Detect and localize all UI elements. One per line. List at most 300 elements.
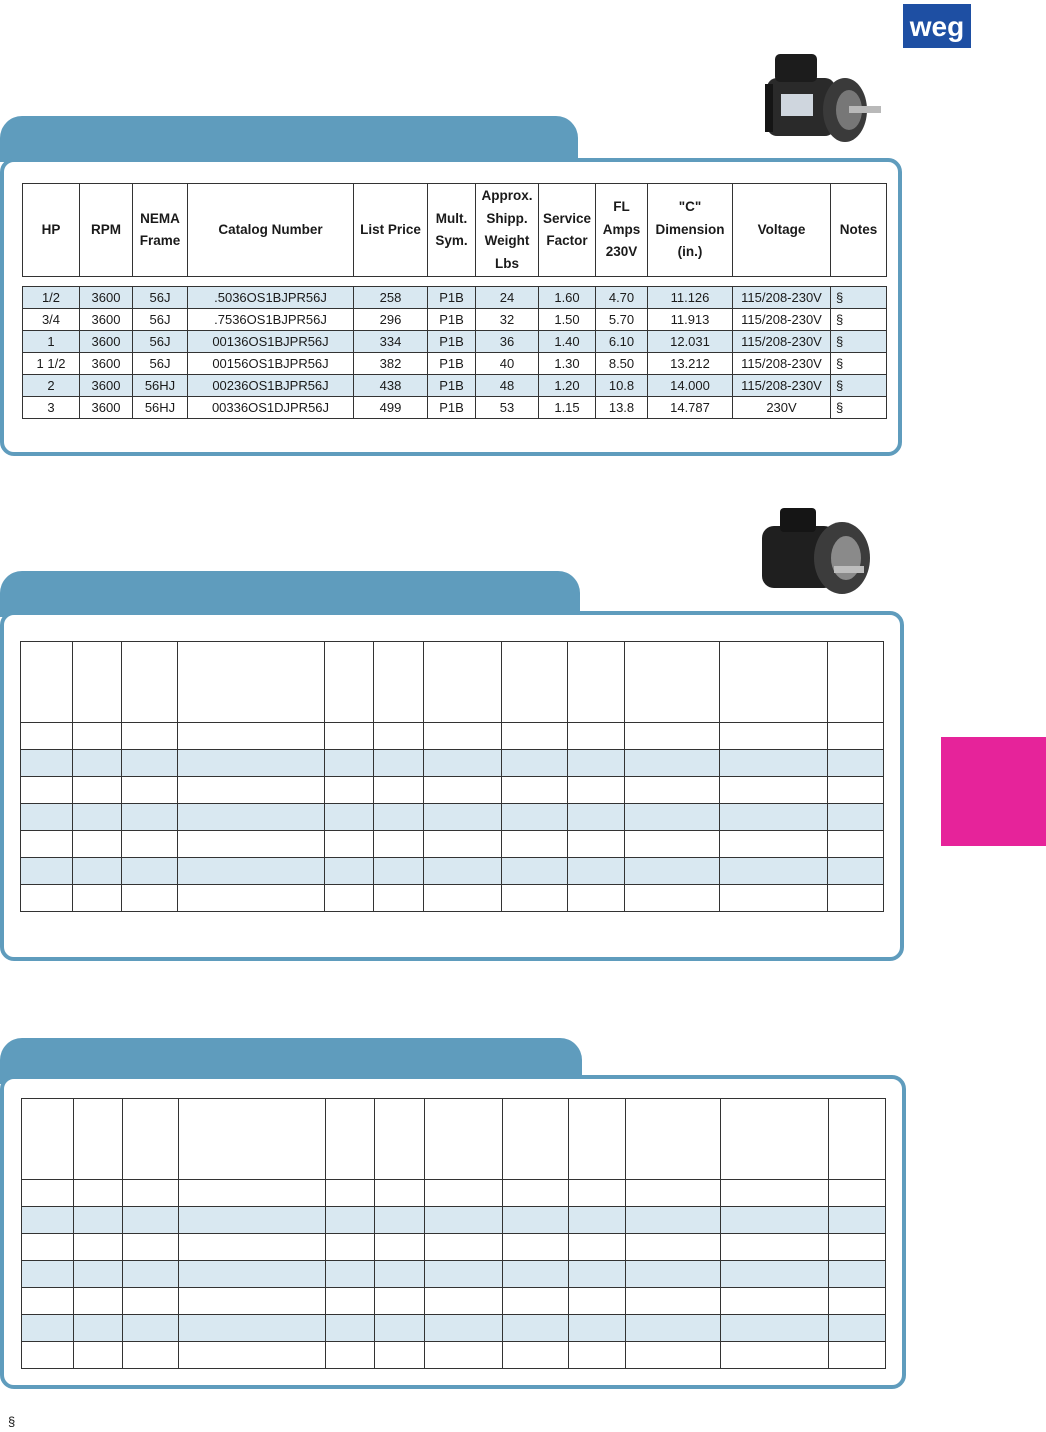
table-cell — [502, 858, 568, 885]
section-tab-1 — [0, 116, 578, 162]
cell-c-dimension: 11.913 — [648, 309, 733, 331]
table-cell — [721, 1315, 829, 1342]
table-cell — [325, 777, 374, 804]
header-cell — [375, 1099, 425, 1180]
table-cell — [21, 885, 73, 912]
cell-notes: § — [831, 397, 887, 419]
cell-service-factor: 1.30 — [539, 353, 596, 375]
table-cell — [829, 1234, 886, 1261]
table-cell — [74, 1315, 123, 1342]
table-cell — [178, 777, 325, 804]
cell-rpm: 3600 — [80, 287, 133, 309]
table-row — [21, 777, 884, 804]
table-cell — [569, 1342, 626, 1369]
table-row — [22, 1342, 886, 1369]
header-cell — [829, 1099, 886, 1180]
table-cell — [179, 1342, 326, 1369]
th-rpm: RPM — [80, 184, 133, 277]
table-cell — [375, 1288, 425, 1315]
table-cell — [22, 1234, 74, 1261]
table-row — [22, 1180, 886, 1207]
table-cell — [503, 1207, 569, 1234]
table-cell — [829, 1315, 886, 1342]
svg-text:weg: weg — [909, 11, 965, 42]
cell-rpm: 3600 — [80, 397, 133, 419]
table-cell — [625, 777, 720, 804]
cell-service-factor: 1.50 — [539, 309, 596, 331]
motor-image — [745, 48, 885, 156]
table-row — [21, 750, 884, 777]
table-cell — [326, 1207, 375, 1234]
table-row — [22, 1315, 886, 1342]
table-cell — [375, 1261, 425, 1288]
table-row — [21, 831, 884, 858]
table-cell — [626, 1261, 721, 1288]
table-cell — [178, 723, 325, 750]
table-cell — [625, 885, 720, 912]
cell-list-price: 334 — [354, 331, 428, 353]
table-cell — [21, 858, 73, 885]
cell-mult-sym: P1B — [428, 331, 476, 353]
table-cell — [178, 804, 325, 831]
header-cell — [425, 1099, 503, 1180]
cell-weight: 32 — [476, 309, 539, 331]
table-cell — [503, 1288, 569, 1315]
header-cell — [374, 642, 424, 723]
header-cell — [625, 642, 720, 723]
table-cell — [626, 1288, 721, 1315]
table-cell — [626, 1180, 721, 1207]
table-cell — [626, 1315, 721, 1342]
th-nema-frame: NEMA Frame — [133, 184, 188, 277]
table-cell — [73, 723, 122, 750]
header-cell — [178, 642, 325, 723]
table-cell — [122, 831, 178, 858]
table-cell — [73, 858, 122, 885]
table-cell — [721, 1207, 829, 1234]
cell-hp: 1 — [23, 331, 80, 353]
cell-list-price: 296 — [354, 309, 428, 331]
table-cell — [122, 723, 178, 750]
table-cell — [21, 804, 73, 831]
table-cell — [325, 831, 374, 858]
table-cell — [122, 885, 178, 912]
table-row — [22, 1207, 886, 1234]
table-cell — [828, 858, 884, 885]
cell-nema-frame: 56J — [133, 331, 188, 353]
table-cell — [73, 804, 122, 831]
table-cell — [626, 1234, 721, 1261]
cell-voltage: 230V — [733, 397, 831, 419]
cell-service-factor: 1.60 — [539, 287, 596, 309]
cell-notes: § — [831, 331, 887, 353]
cell-voltage: 115/208-230V — [733, 309, 831, 331]
table-row — [21, 885, 884, 912]
table-cell — [720, 723, 828, 750]
table-cell — [178, 750, 325, 777]
table-cell — [502, 777, 568, 804]
table-cell — [178, 885, 325, 912]
table-cell — [720, 804, 828, 831]
table-cell — [122, 804, 178, 831]
cell-weight: 53 — [476, 397, 539, 419]
cell-nema-frame: 56HJ — [133, 375, 188, 397]
table-row — [21, 858, 884, 885]
header-cell — [73, 642, 122, 723]
section-side-tab — [941, 737, 1046, 846]
header-cell — [568, 642, 625, 723]
header-cell — [122, 642, 178, 723]
cell-nema-frame: 56J — [133, 309, 188, 331]
cell-mult-sym: P1B — [428, 375, 476, 397]
th-mult-sym: Mult. Sym. — [428, 184, 476, 277]
table-cell — [179, 1288, 326, 1315]
table-cell — [375, 1180, 425, 1207]
table-cell — [21, 777, 73, 804]
cell-nema-frame: 56J — [133, 287, 188, 309]
table-cell — [325, 804, 374, 831]
cell-catalog-number: 00156OS1BJPR56J — [188, 353, 354, 375]
cell-c-dimension: 13.212 — [648, 353, 733, 375]
table-cell — [424, 831, 502, 858]
table-cell — [74, 1207, 123, 1234]
table-cell — [375, 1207, 425, 1234]
cell-catalog-number: .5036OS1BJPR56J — [188, 287, 354, 309]
table-cell — [625, 750, 720, 777]
table-cell — [568, 750, 625, 777]
table-cell — [828, 885, 884, 912]
motor-image — [750, 504, 875, 606]
table-cell — [179, 1261, 326, 1288]
cell-mult-sym: P1B — [428, 353, 476, 375]
table-row — [23, 353, 887, 375]
footer-note-symbol: § — [8, 1414, 16, 1429]
table-cell — [123, 1342, 179, 1369]
table-cell — [569, 1234, 626, 1261]
th-c-dimension: "C" Dimension (in.) — [648, 184, 733, 277]
cell-catalog-number: .7536OS1BJPR56J — [188, 309, 354, 331]
table-cell — [326, 1288, 375, 1315]
table-cell — [374, 750, 424, 777]
table-cell — [568, 777, 625, 804]
table-cell — [424, 804, 502, 831]
table-cell — [374, 804, 424, 831]
table-cell — [22, 1207, 74, 1234]
table-cell — [425, 1180, 503, 1207]
table-row — [23, 287, 887, 309]
table-cell — [22, 1180, 74, 1207]
cell-catalog-number: 00336OS1DJPR56J — [188, 397, 354, 419]
cell-voltage: 115/208-230V — [733, 331, 831, 353]
table-cell — [325, 858, 374, 885]
table-cell — [74, 1234, 123, 1261]
table-cell — [325, 723, 374, 750]
table-cell — [721, 1180, 829, 1207]
cell-rpm: 3600 — [80, 353, 133, 375]
table-cell — [123, 1315, 179, 1342]
cell-notes: § — [831, 375, 887, 397]
table-cell — [569, 1288, 626, 1315]
table-cell — [425, 1288, 503, 1315]
th-fl-amps: FL Amps 230V — [596, 184, 648, 277]
cell-fl-amps: 4.70 — [596, 287, 648, 309]
cell-voltage: 115/208-230V — [733, 375, 831, 397]
table-cell — [123, 1180, 179, 1207]
table-row — [22, 1261, 886, 1288]
cell-list-price: 382 — [354, 353, 428, 375]
table-cell — [625, 831, 720, 858]
table-cell — [179, 1315, 326, 1342]
table-cell — [122, 750, 178, 777]
table-header-row — [21, 642, 884, 723]
table-cell — [21, 723, 73, 750]
table-cell — [503, 1261, 569, 1288]
table-cell — [375, 1234, 425, 1261]
table-cell — [502, 723, 568, 750]
table-row — [23, 331, 887, 353]
cell-service-factor: 1.40 — [539, 331, 596, 353]
table-cell — [179, 1207, 326, 1234]
table-cell — [720, 858, 828, 885]
header-cell — [179, 1099, 326, 1180]
header-cell — [123, 1099, 179, 1180]
table-cell — [22, 1342, 74, 1369]
cell-weight: 40 — [476, 353, 539, 375]
cell-nema-frame: 56HJ — [133, 397, 188, 419]
table-cell — [21, 831, 73, 858]
table-cell — [828, 750, 884, 777]
table-cell — [829, 1180, 886, 1207]
table-cell — [568, 804, 625, 831]
table-cell — [424, 723, 502, 750]
cell-voltage: 115/208-230V — [733, 353, 831, 375]
cell-weight: 24 — [476, 287, 539, 309]
table-cell — [425, 1207, 503, 1234]
header-cell — [21, 642, 73, 723]
table-cell — [326, 1315, 375, 1342]
table-cell — [828, 723, 884, 750]
cell-fl-amps: 10.8 — [596, 375, 648, 397]
table-cell — [374, 777, 424, 804]
table-cell — [424, 858, 502, 885]
table-row — [23, 397, 887, 419]
cell-hp: 1 1/2 — [23, 353, 80, 375]
cell-rpm: 3600 — [80, 375, 133, 397]
table-cell — [73, 885, 122, 912]
cell-hp: 3 — [23, 397, 80, 419]
cell-service-factor: 1.20 — [539, 375, 596, 397]
header-cell — [424, 642, 502, 723]
table-cell — [569, 1207, 626, 1234]
table-cell — [568, 885, 625, 912]
cell-fl-amps: 13.8 — [596, 397, 648, 419]
table-cell — [425, 1342, 503, 1369]
cell-fl-amps: 8.50 — [596, 353, 648, 375]
table-cell — [123, 1234, 179, 1261]
table-cell — [374, 858, 424, 885]
table-cell — [122, 858, 178, 885]
header-cell — [569, 1099, 626, 1180]
table-cell — [374, 723, 424, 750]
table-cell — [178, 858, 325, 885]
table-cell — [721, 1342, 829, 1369]
table-cell — [503, 1342, 569, 1369]
table-cell — [568, 831, 625, 858]
header-cell — [720, 642, 828, 723]
table-cell — [74, 1180, 123, 1207]
table-cell — [179, 1234, 326, 1261]
table-cell — [568, 858, 625, 885]
table-cell — [21, 750, 73, 777]
cell-notes: § — [831, 353, 887, 375]
table-cell — [720, 750, 828, 777]
th-weight: Approx. Shipp. Weight Lbs — [476, 184, 539, 277]
table-cell — [325, 885, 374, 912]
table-cell — [721, 1261, 829, 1288]
th-list-price: List Price — [354, 184, 428, 277]
table-cell — [720, 885, 828, 912]
table2-empty — [20, 641, 884, 912]
table-cell — [425, 1261, 503, 1288]
cell-list-price: 499 — [354, 397, 428, 419]
table-cell — [568, 723, 625, 750]
table-cell — [424, 885, 502, 912]
table-cell — [74, 1342, 123, 1369]
table-cell — [123, 1207, 179, 1234]
table-cell — [626, 1342, 721, 1369]
table-cell — [625, 858, 720, 885]
table-cell — [73, 831, 122, 858]
header-cell — [325, 642, 374, 723]
cell-fl-amps: 6.10 — [596, 331, 648, 353]
cell-weight: 36 — [476, 331, 539, 353]
table-cell — [326, 1261, 375, 1288]
table-cell — [569, 1315, 626, 1342]
table-cell — [425, 1234, 503, 1261]
cell-mult-sym: P1B — [428, 287, 476, 309]
th-voltage: Voltage — [733, 184, 831, 277]
cell-rpm: 3600 — [80, 309, 133, 331]
table-cell — [22, 1261, 74, 1288]
table-cell — [626, 1207, 721, 1234]
table-cell — [625, 804, 720, 831]
table-cell — [326, 1234, 375, 1261]
table-cell — [502, 750, 568, 777]
cell-c-dimension: 14.787 — [648, 397, 733, 419]
th-service-factor: Service Factor — [539, 184, 596, 277]
table-cell — [73, 777, 122, 804]
table-cell — [721, 1288, 829, 1315]
table-cell — [123, 1261, 179, 1288]
table-cell — [829, 1342, 886, 1369]
cell-notes: § — [831, 287, 887, 309]
table-cell — [179, 1180, 326, 1207]
table-cell — [375, 1315, 425, 1342]
cell-catalog-number: 00136OS1BJPR56J — [188, 331, 354, 353]
table-cell — [326, 1180, 375, 1207]
table-cell — [178, 831, 325, 858]
table-row — [21, 804, 884, 831]
table-cell — [503, 1234, 569, 1261]
table-cell — [375, 1342, 425, 1369]
table-cell — [22, 1288, 74, 1315]
table-cell — [425, 1315, 503, 1342]
cell-hp: 2 — [23, 375, 80, 397]
header-cell — [828, 642, 884, 723]
table-row — [22, 1288, 886, 1315]
cell-c-dimension: 14.000 — [648, 375, 733, 397]
cell-hp: 1/2 — [23, 287, 80, 309]
table1-header — [22, 183, 887, 277]
cell-notes: § — [831, 309, 887, 331]
table-cell — [374, 831, 424, 858]
cell-list-price: 258 — [354, 287, 428, 309]
cell-hp: 3/4 — [23, 309, 80, 331]
table-cell — [74, 1288, 123, 1315]
header-cell — [22, 1099, 74, 1180]
table-row — [22, 1234, 886, 1261]
table-cell — [73, 750, 122, 777]
table-cell — [503, 1180, 569, 1207]
cell-c-dimension: 12.031 — [648, 331, 733, 353]
table-cell — [829, 1207, 886, 1234]
table-row — [23, 375, 887, 397]
th-catalog-number: Catalog Number — [188, 184, 354, 277]
cell-service-factor: 1.15 — [539, 397, 596, 419]
table-cell — [829, 1261, 886, 1288]
table-row — [23, 309, 887, 331]
table-cell — [828, 831, 884, 858]
header-cell — [502, 642, 568, 723]
cell-nema-frame: 56J — [133, 353, 188, 375]
table-cell — [721, 1234, 829, 1261]
cell-fl-amps: 5.70 — [596, 309, 648, 331]
header-cell — [626, 1099, 721, 1180]
cell-mult-sym: P1B — [428, 397, 476, 419]
header-cell — [721, 1099, 829, 1180]
header-cell — [326, 1099, 375, 1180]
table-cell — [325, 750, 374, 777]
table-cell — [502, 804, 568, 831]
table-cell — [502, 885, 568, 912]
cell-voltage: 115/208-230V — [733, 287, 831, 309]
cell-weight: 48 — [476, 375, 539, 397]
table1-body — [22, 286, 887, 419]
th-notes: Notes — [831, 184, 887, 277]
table-cell — [503, 1315, 569, 1342]
table-cell — [828, 777, 884, 804]
table-cell — [569, 1261, 626, 1288]
cell-c-dimension: 11.126 — [648, 287, 733, 309]
table-cell — [424, 750, 502, 777]
table-cell — [424, 777, 502, 804]
cell-mult-sym: P1B — [428, 309, 476, 331]
cell-rpm: 3600 — [80, 331, 133, 353]
header-cell — [74, 1099, 123, 1180]
table-cell — [829, 1288, 886, 1315]
table-cell — [22, 1315, 74, 1342]
table-cell — [74, 1261, 123, 1288]
weg-logo — [903, 4, 971, 48]
cell-list-price: 438 — [354, 375, 428, 397]
header-cell — [503, 1099, 569, 1180]
table-row — [21, 723, 884, 750]
table-cell — [122, 777, 178, 804]
table-cell — [374, 885, 424, 912]
table-cell — [720, 831, 828, 858]
table-cell — [569, 1180, 626, 1207]
table-cell — [123, 1288, 179, 1315]
